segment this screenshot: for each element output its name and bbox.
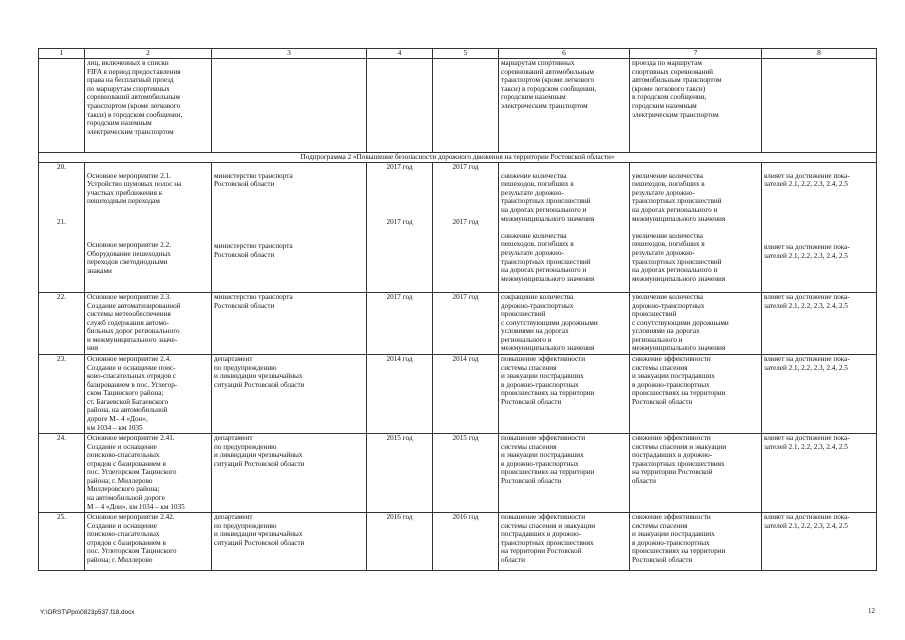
col-header-2: 2 xyxy=(85,49,212,59)
indicator-link: влияет на достижение пока- зателей 2.1, 2.2, 2.3, 2.4, 2.5 xyxy=(762,512,877,570)
indicator-link: влияет на достижение пока- зателей 2.1, 2.2, 2.3, 2.4, 2.5 xyxy=(762,433,877,512)
indicator-link: влияет на достижение пока- зателей 2.1, 2.2, 2.3, 2.4, 2.5 xyxy=(764,171,850,189)
end-year: 2017 год xyxy=(433,292,499,354)
table-row-continuation xyxy=(39,59,877,153)
measure-title: Основное мероприятие 2.4. Создание и оснащение поис- ково-спасательных отрядов с базированием в пос. Углегор- ском Тацинского района; ст. Багаевской Багаевского района, на автомобильной дороге М– 4 «Дон», км 1034 – км 1035 xyxy=(85,354,212,433)
responsible-executor: департамент по предупреждению и ликвидации чрезвычайных ситуаций Ростовской области xyxy=(212,354,367,433)
measure-title: Основное мероприятие 2.1. Устройство шумовых полос на участках приближения к пешеходным переходам xyxy=(87,171,182,206)
page-number: 12 xyxy=(868,607,875,615)
table-row xyxy=(39,512,877,570)
indicator-link: влияет на достижение пока- зателей 2.1, 2.2, 2.3, 2.4, 2.5 xyxy=(764,242,850,260)
responsible-executor: министерство транспорта Ростовской области xyxy=(214,241,293,259)
col-header-3: 3 xyxy=(212,49,367,59)
measure-title: Основное мероприятие 2.2. Оборудование пешеходных переходов светодиодными знаками xyxy=(87,241,172,275)
non-implementation-consequence: увеличение количества пешеходов, погибших в результате дорожно- транспортных происшествий на дорогах регионального и межмуниципального значения xyxy=(632,171,726,223)
row-number: 20. xyxy=(57,163,66,171)
row-number: 23. xyxy=(39,354,85,433)
col-header-1: 1 xyxy=(39,49,85,59)
non-implementation-consequence: увеличение количества пешеходов, погибших в результате дорожно- транспортных происшествий на дорогах регионального и межмуниципального значения xyxy=(632,231,726,283)
start-year: 2014 год xyxy=(367,354,433,433)
subprogram-row xyxy=(39,153,877,163)
end-year: 2017 год xyxy=(452,217,479,226)
col-header-8: 8 xyxy=(762,49,877,59)
start-year: 2017 год xyxy=(386,217,413,226)
start-year: 2017 год xyxy=(386,163,413,171)
col-header-4: 4 xyxy=(367,49,433,59)
expected-result: снижение количества пешеходов, погибших в результате дорожно- транспортных происшествий на дорогах регионального и межмуниципального значения xyxy=(501,231,595,283)
expected-result: сокращение количества дорожно-транспортных происшествий с сопутствующими дорожными условиями на дорогах регионального и межмуниципального значения xyxy=(499,292,630,354)
end-year: 2017 год xyxy=(452,163,479,171)
start-year: 2016 год xyxy=(367,512,433,570)
measure-title: Основное мероприятие 2.3. Создание автоматизированной системы метеообеспечения служб содержания автомо- бильных дорог регионального и межмуниципального значе- ния xyxy=(85,292,212,354)
row-number: 22. xyxy=(39,292,85,354)
indicator-link: влияет на достижение пока- зателей 2.1, 2.2, 2.3, 2.4, 2.5 xyxy=(762,292,877,354)
table-row xyxy=(39,292,877,354)
start-year: 2015 год xyxy=(367,433,433,512)
responsible-executor: министерство транспорта Ростовской области xyxy=(214,171,293,189)
non-implementation-consequence: снижение эффективности системы спасения и эвакуации пострадавших в дорожно- транспортных происшествиях на территории Ростовской области xyxy=(630,433,762,512)
expected-result: повышение эффективности системы спасения и эвакуации пострадавших в дорожно- транспортных происшествиях на территории Ростовской области xyxy=(499,512,630,570)
start-year: 2017 год xyxy=(367,292,433,354)
row-number: 21. xyxy=(57,217,66,226)
end-year: 2015 год xyxy=(433,433,499,512)
col-header-6: 6 xyxy=(499,49,630,59)
expected-result: повышение эффективности системы спасения и эвакуации пострадавших в дорожно-транспортных происшествиях на территории Ростовской области xyxy=(499,354,630,433)
expected-result: снижение количества пешеходов, погибших в результате дорожно- транспортных происшествий на дорогах регионального и межмуниципального значения xyxy=(501,171,595,223)
col-header-5: 5 xyxy=(433,49,499,59)
continuation-col6: маршрутам спортивных соревнований автомобильным транспортом (кроме легкового такси) в городском сообщении, городским наземным электрическим транспортом xyxy=(499,59,630,153)
measure-title: Основное мероприятие 2.41. Создание и оснащение поисково-спасательных отрядов с базированием в пос. Углегорском Тацинского района; г. Миллерово Миллеровского района; на автомобильной дороге М – 4 «Дон», км 1034 – км 1035 xyxy=(85,433,212,512)
continuation-col7: проезда по маршрутам спортивных соревнований автомобильным транспортом (кроме легкового такси) в городском сообщении, городским наземным электрическим транспортом xyxy=(630,59,762,153)
table-row xyxy=(39,163,877,293)
responsible-executor: департамент по предупреждению и ликвидации чрезвычайных ситуаций Ростовской области xyxy=(212,512,367,570)
end-year: 2014 год xyxy=(433,354,499,433)
row-number: 25. xyxy=(39,512,85,570)
measure-title: Основное мероприятие 2.42. Создание и оснащение поисково-спасательных отрядов с базированием в пос. Углегорском Тацинского района; г. Миллерово xyxy=(85,512,212,570)
measures-table xyxy=(38,48,877,571)
row-number: 24. xyxy=(39,433,85,512)
table-row xyxy=(39,354,877,433)
end-year: 2016 год xyxy=(433,512,499,570)
indicator-link: влияет на достижение пока- зателей 2.1, 2.2, 2.3, 2.4, 2.5 xyxy=(762,354,877,433)
non-implementation-consequence: снижение эффективности системы спасения и эвакуации пострадавших в дорожно-транспортных происшествиях на территории Ростовской области xyxy=(630,354,762,433)
non-implementation-consequence: увеличение количества дорожно-транспортных происшествий с сопутствующими дорожными условиями на дорогах регионального и межмуниципального значения xyxy=(630,292,762,354)
responsible-executor: министерство транспорта Ростовской области xyxy=(212,292,367,354)
expected-result: повышение эффективности системы спасения и эвакуации пострадавших в дорожно-транспортных происшествиях на территории Ростовской области xyxy=(499,433,630,512)
document-file-path: Y:\ORST\Ppo\0823p537.f18.docx xyxy=(40,609,135,616)
continuation-col2: лиц, включенных в списки FIFA в период предоставления права на бесплатный проезд по маршрутам спортивных соревнований автомобильным транспортом (кроме легкового такси) в городском сообщении, городским наземным электрическим транспортом xyxy=(85,59,212,153)
col-header-7: 7 xyxy=(630,49,762,59)
non-implementation-consequence: снижение эффективности системы спасения и эвакуации пострадавших в дорожно-транспортных происшествиях на территории Ростовской области xyxy=(630,512,762,570)
table-row xyxy=(39,433,877,512)
column-number-header-row xyxy=(39,49,877,59)
responsible-executor: департамент по предупреждению и ликвидации чрезвычайных ситуаций Ростовской области xyxy=(212,433,367,512)
subprogram-title: Подпрограмма 2 «Повышение безопасности дорожного движения на территории Ростовской области» xyxy=(39,153,877,163)
